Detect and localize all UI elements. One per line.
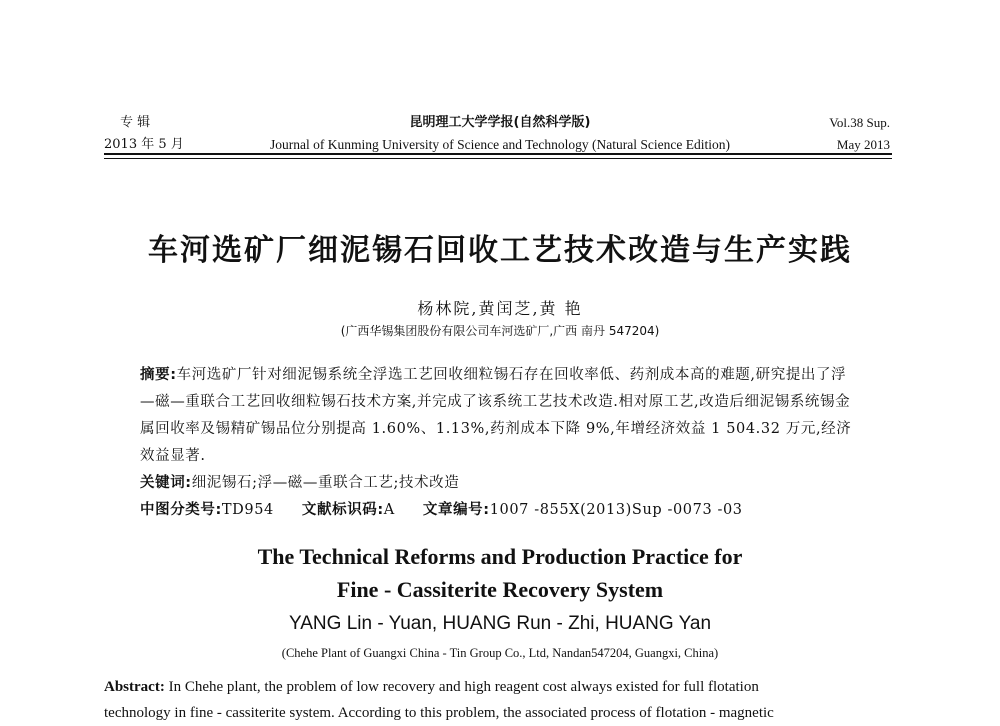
journal-name-cn: 昆明理工大学学报(自然科学版) (409, 115, 591, 130)
paper-title-en-line2: Fine - Cassiterite Recovery System (336, 577, 664, 602)
abstract-en-label: Abstract: (104, 679, 165, 695)
abstract-cn-block (140, 362, 860, 524)
header-date-cn: 2013 年 5 月 (104, 137, 184, 152)
abstract-en-line2: technology in fine - cassiterite system. According to this problem, the associated process of flotation - magnetic (104, 705, 774, 721)
classification-line (140, 497, 860, 524)
doc-code-value: A (383, 502, 395, 518)
affiliation-cn: (广西华锡集团股份有限公司车河选矿厂,广西 南丹 547204) (340, 324, 660, 338)
authors-cn: 杨林院,黄闰芝,黄 艳 (417, 299, 583, 318)
abstract-cn (140, 362, 860, 470)
abstract-en-text-1: In Chehe plant, the problem of low recovery and high reagent cost always existed for full flotation (164, 679, 759, 695)
article-no-value: 1007 -855X(2013)Sup -0073 -03 (489, 502, 743, 518)
header-left (104, 112, 204, 156)
header-section: 专 辑 (120, 115, 151, 130)
keywords-cn-text: 细泥锡石;浮—磁—重联合工艺;技术改造 (191, 475, 460, 491)
paper-title-cn: 车河选矿厂细泥锡石回收工艺技术改造与生产实践 (148, 233, 852, 268)
paper-title-en (0, 540, 1000, 606)
abstract-en-line1 (104, 674, 896, 700)
keywords-cn (140, 470, 860, 497)
authors-en: YANG Lin - Yuan, HUANG Run - Zhi, HUANG Yan (288, 613, 712, 634)
paper-title-en-line1: The Technical Reforms and Production Practice for (257, 544, 743, 569)
clc-label: 中图分类号: (140, 502, 222, 518)
abstract-en-block (104, 674, 896, 726)
affiliation-en: (Chehe Plant of Guangxi China - Tin Group Co., Ltd, Nandan547204, Guangxi, China) (281, 646, 719, 660)
header-rule-thick (104, 153, 892, 155)
header-volume: Vol.38 Sup. (829, 115, 890, 130)
journal-name-en: Journal of Kunming University of Science and Technology (Natural Science Edition) (270, 137, 730, 152)
doc-code-label: 文献标识码: (301, 502, 384, 518)
header-date-en: May 2013 (836, 137, 890, 152)
header-rule-thin (104, 158, 892, 159)
article-no-label: 文章编号: (422, 502, 490, 518)
abstract-cn-label: 摘要: (140, 367, 177, 383)
header-right (750, 112, 890, 156)
keywords-cn-label: 关键词: (140, 475, 192, 491)
header-center (230, 112, 770, 156)
clc-value: TD954 (221, 502, 274, 518)
abstract-cn-text: 车河选矿厂针对细泥锡系统全浮选工艺回收细粒锡石存在回收率低、药剂成本高的难题,研究提出了浮—磁—重联合工艺回收细粒锡石技术方案,并完成了该系统工艺技术改造.相对原工艺,改造后细泥锡系统锡金属回收率及锡精矿锡品位分别提高 1.60%、1.13%,药剂成本下降 9%,年增经济效益 1 504.32 万元,经济效益显著. (140, 367, 852, 464)
